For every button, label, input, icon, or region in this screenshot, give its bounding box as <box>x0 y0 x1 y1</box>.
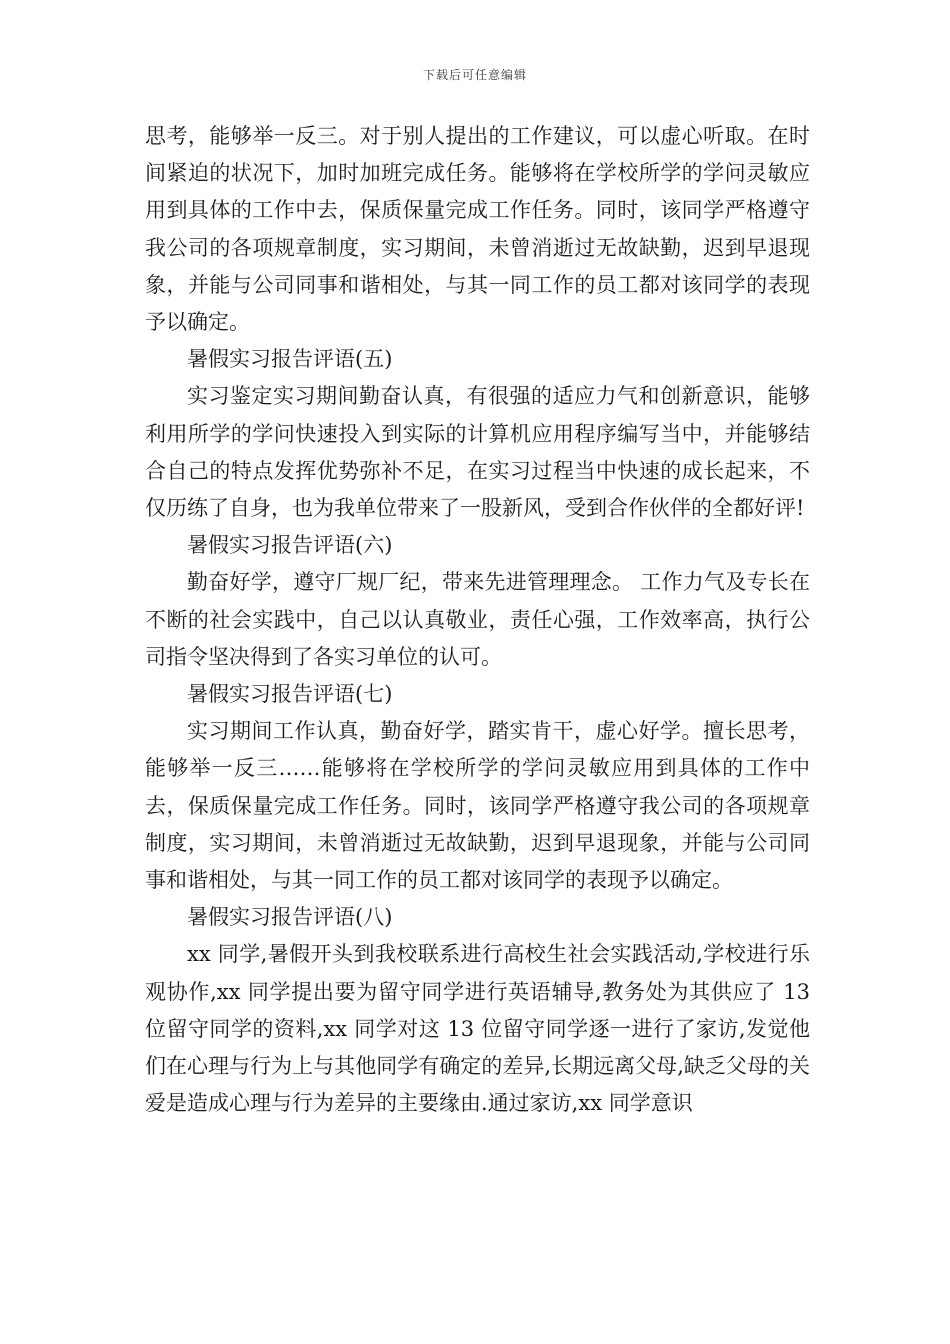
paragraph-7: 实习期间工作认真，勤奋好学，踏实肯干，虚心好学。擅长思考，能够举一反三……能够将在学校所学的学问灵敏应用到具体的工作中去，保质保量完成工作任务。同时，该同学严格遵守我公司的各项规章制度，实习期间，未曾消逝过无故缺勤，迟到早退现象，并能与公司同事和谐相处，与其一同工作的员工都对该同学的表现予以确定。 <box>145 719 810 893</box>
document-body <box>145 118 810 1122</box>
section-heading-8: 暑假实习报告评语(八) <box>187 905 393 930</box>
paragraph-8: xx 同学,暑假开头到我校联系进行高校生社会实践活动,学校进行乐观协作,xx 同学提出要为留守同学进行英语辅导,教务处为其供应了 13 位留守同学的资料,xx 同学对这 13 位留守同学逐一进行了家访,发觉他们在心理与行为上与其他同学有确定的差异,长期远离父母,缺乏父母的关爱是造成心理与行为差异的主要缘由.通过家访,xx 同学意识 <box>145 942 810 1116</box>
section-heading-6: 暑假实习报告评语(六) <box>187 533 393 558</box>
page-header: 下载后可任意编辑 <box>422 68 527 82</box>
paragraph-5: 实习鉴定实习期间勤奋认真，有很强的适应力气和创新意识，能够利用所学的学问快速投入到实际的计算机应用程序编写当中，并能够结合自己的特点发挥优势弥补不足，在实习过程当中快速的成长起来，不仅历练了自身，也为我单位带来了一股新风，受到合作伙伴的全都好评! <box>145 384 810 521</box>
section-heading-5: 暑假实习报告评语(五) <box>187 347 393 372</box>
paragraph-6: 勤奋好学，遵守厂规厂纪，带来先进管理理念。 工作力气及专长在不断的社会实践中，自己以认真敬业，责任心强，工作效率高，执行公司指令坚决得到了各实习单位的认可。 <box>145 570 810 669</box>
paragraph-continued: 思考，能够举一反三。对于别人提出的工作建议，可以虚心听取。在时间紧迫的状况下，加时加班完成任务。能够将在学校所学的学问灵敏应用到具体的工作中去，保质保量完成工作任务。同时，该同学严格遵守我公司的各项规章制度，实习期间，未曾消逝过无故缺勤，迟到早退现象，并能与公司同事和谐相处，与其一同工作的员工都对该同学的表现予以确定。 <box>145 124 810 335</box>
section-heading-7: 暑假实习报告评语(七) <box>187 682 393 707</box>
